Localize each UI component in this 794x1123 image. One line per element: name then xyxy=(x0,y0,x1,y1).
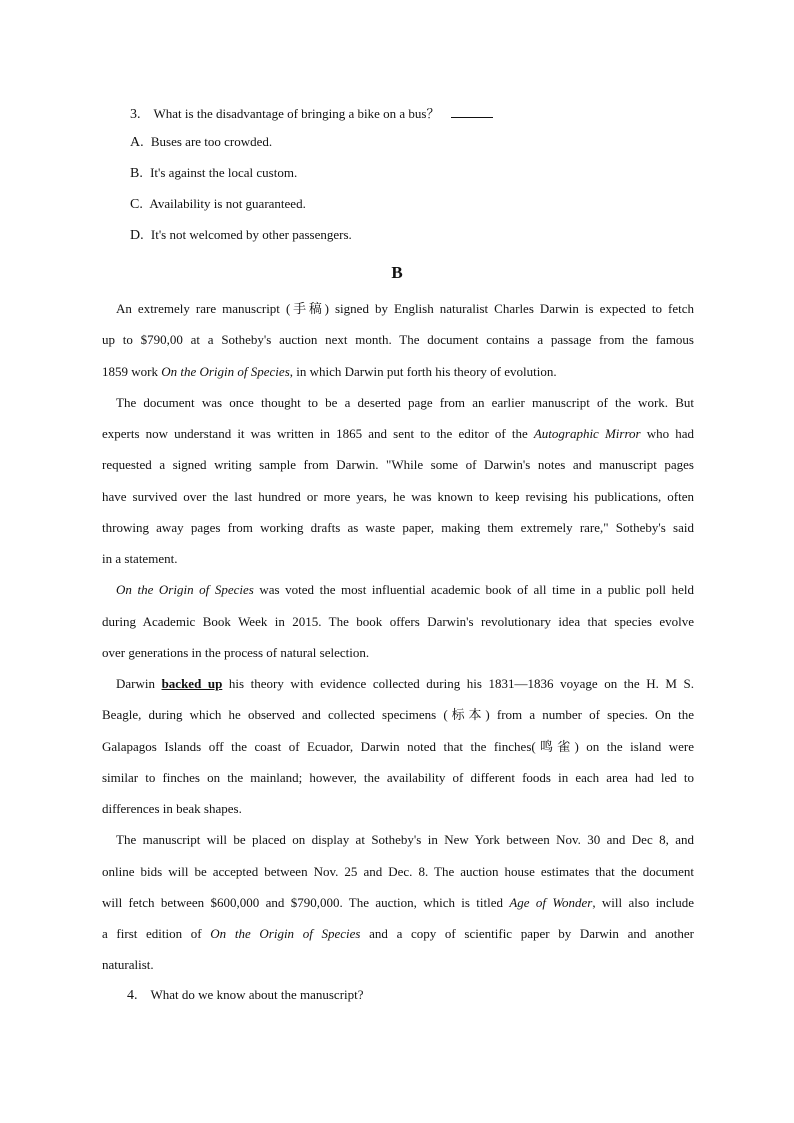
passage-line: 1859 work On the Origin of Species, in which Darwin put forth his theory of evolution. xyxy=(102,363,557,379)
question-text: What do we know about the manuscript? xyxy=(150,987,364,1002)
passage-line: Beagle, during which he observed and collected specimens (标本) from a number of species. On the xyxy=(102,707,694,723)
question-number: 3. xyxy=(130,107,141,122)
option-letter: D. xyxy=(130,228,144,243)
book-title: On the Origin of Species xyxy=(161,363,290,379)
passage-line: naturalist. xyxy=(102,957,154,973)
section-title: B xyxy=(391,263,403,282)
option-b xyxy=(130,165,297,182)
passage-line: will fetch between $600,000 and $790,000. The auction, which is titled Age of Wonder, will also include xyxy=(102,894,695,910)
passage-line: similar to finches on the mainland; however, the availability of different foods in each area had led to xyxy=(102,769,694,785)
option-letter: C. xyxy=(130,197,143,212)
passage-line: The document was once thought to be a deserted page from an earlier manuscript of the work. But xyxy=(116,394,694,410)
passage-line: On the Origin of Species was voted the most influential academic book of all time in a public poll held xyxy=(116,582,694,598)
option-text: Availability is not guaranteed. xyxy=(149,196,306,211)
passage-line: a first edition of On the Origin of Species and a copy of scientific paper by Darwin and another xyxy=(102,926,694,941)
option-text: It's against the local custom. xyxy=(150,165,298,180)
option-text: Buses are too crowded. xyxy=(150,134,273,149)
option-letter: A. xyxy=(130,135,144,150)
option-d xyxy=(130,227,352,244)
passage-line: during Academic Book Week in 2015. The book offers Darwin's revolutionary idea that species evolve xyxy=(102,613,694,629)
book-title: On the Origin of Species xyxy=(116,582,254,598)
passage-line: have survived over the last hundred or more years, he was known to keep revising his publications, often xyxy=(102,488,694,504)
question-mark: ？ xyxy=(426,106,440,121)
option-text: It's not welcomed by other passengers. xyxy=(150,227,352,242)
question-4 xyxy=(127,987,364,1004)
passage xyxy=(102,298,694,986)
passage-line: Darwin backed up his theory with evidence collected during his 1831—1836 voyage on the H. M S. xyxy=(116,676,695,691)
question-text: What is the disadvantage of bringing a bike on a bus xyxy=(153,106,427,121)
highlighted-phrase: backed up xyxy=(161,676,223,691)
book-title: On the Origin of Species xyxy=(210,926,361,941)
passage-line: in a statement. xyxy=(102,551,178,566)
auction-title: Age of Wonder xyxy=(509,894,593,910)
question-number: 4. xyxy=(127,988,138,1003)
option-c xyxy=(130,196,306,213)
passage-line: experts now understand it was written in 1865 and sent to the editor of the Autographic Mirror who had xyxy=(102,426,694,441)
passage-line: over generations in the process of natural selection. xyxy=(102,644,370,660)
passage-line: up to $790,00 at a Sotheby's auction next month. The document contains a passage from the famous xyxy=(102,332,694,348)
passage-line: Galapagos Islands off the coast of Ecuador, Darwin noted that the finches(鸣雀) on the island were xyxy=(102,738,694,754)
passage-line: online bids will be accepted between Nov. 25 and Dec. 8. The auction house estimates that the document xyxy=(102,863,694,879)
option-a xyxy=(130,134,272,151)
passage-line: throwing away pages from working drafts as waste paper, making them extremely rare," Sotheby's said xyxy=(102,519,694,535)
magazine-title: Autographic Mirror xyxy=(533,426,641,441)
passage-line: differences in beak shapes. xyxy=(102,801,242,816)
answer-blank xyxy=(451,106,493,118)
option-letter: B. xyxy=(130,166,143,181)
passage-line: requested a signed writing sample from Darwin. "While some of Darwin's notes and manuscript pages xyxy=(102,457,694,473)
passage-line: The manuscript will be placed on display at Sotheby's in New York between Nov. 30 and Dec 8, and xyxy=(116,832,694,848)
passage-line: An extremely rare manuscript (手稿) signed by English naturalist Charles Darwin is expected to fetch xyxy=(116,301,694,316)
question-3 xyxy=(130,103,493,123)
